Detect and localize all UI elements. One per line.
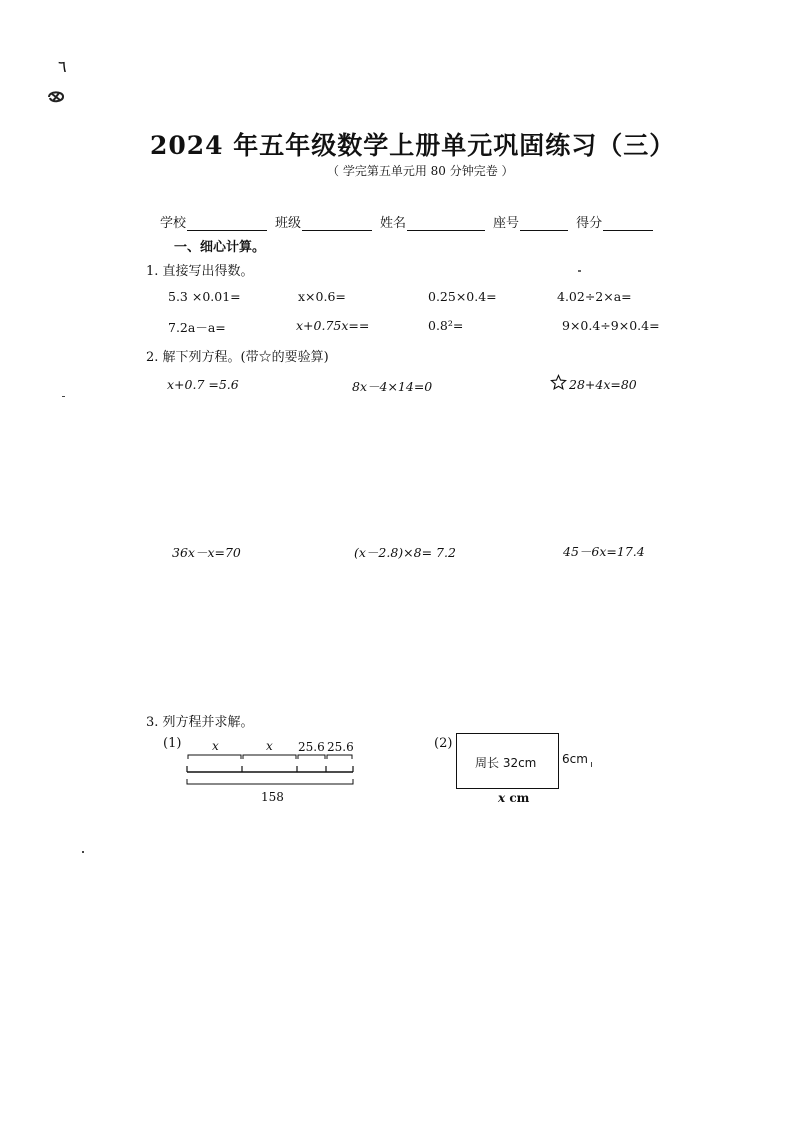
seat-field[interactable]: [493, 212, 568, 231]
width-unit: cm: [509, 791, 530, 805]
q1-item: 9×0.4÷9×0.4=: [562, 318, 660, 333]
q1-item: 4.02÷2×a=: [557, 289, 632, 304]
name-label: 姓名: [380, 216, 407, 231]
school-field[interactable]: [160, 212, 267, 231]
perimeter-label: 周长 32cm: [475, 756, 537, 770]
name-blank[interactable]: [407, 216, 485, 231]
dot-mark: [591, 762, 592, 767]
segment-label: x: [212, 739, 219, 753]
total-label: 158: [261, 790, 284, 804]
equation-item: 28+4x=80: [569, 377, 637, 392]
segment-label: 25.6: [298, 740, 325, 754]
class-field[interactable]: [275, 212, 372, 231]
q1-item: 0.8²=: [428, 318, 464, 333]
score-field[interactable]: [576, 212, 653, 231]
question-1-label: 1. 直接写出得数。: [146, 264, 254, 279]
width-label: [498, 791, 529, 805]
height-label: 6cm: [562, 752, 588, 766]
q1-item: 7.2a－a=: [168, 320, 226, 335]
student-info-row: [160, 212, 661, 231]
dot-mark: [62, 396, 65, 397]
scribble-mark: [47, 89, 65, 103]
school-blank[interactable]: [187, 216, 267, 231]
seat-blank[interactable]: [520, 216, 568, 231]
seat-label: 座号: [493, 216, 520, 231]
equation-item: x+0.7 =5.6: [167, 377, 239, 392]
class-blank[interactable]: [302, 216, 372, 231]
part-1-number: (1): [163, 736, 182, 751]
school-label: 学校: [160, 216, 187, 231]
dot-mark: [82, 851, 84, 853]
class-label: 班级: [275, 216, 302, 231]
star-icon: [550, 374, 567, 391]
q1-item: x×0.6=: [298, 289, 346, 304]
width-variable: x: [498, 791, 506, 805]
question-2-label: 2. 解下列方程。(带☆的要验算): [146, 350, 329, 365]
equation-item: (x－2.8)×8= 7.2: [354, 545, 456, 560]
q1-item: x+0.75x==: [296, 318, 370, 333]
segment-diagram: [185, 752, 355, 792]
segment-label: 25.6: [327, 740, 354, 754]
dot-mark: [578, 270, 581, 272]
score-blank[interactable]: [603, 216, 653, 231]
score-label: 得分: [576, 216, 603, 231]
equation-item: 45－6x=17.4: [563, 544, 645, 559]
equation-item: 36x－x=70: [172, 545, 241, 560]
name-field[interactable]: [380, 212, 485, 231]
question-3-label: 3. 列方程并求解。: [146, 715, 254, 730]
page-title: 2024 年五年级数学上册单元巩固练习（三）: [150, 131, 676, 160]
q1-item: 5.3 ×0.01=: [168, 289, 241, 304]
equation-item: 8x－4×14=0: [352, 379, 433, 394]
section-heading: 一、细心计算。: [174, 240, 266, 255]
page-subtitle: （ 学完第五单元用 80 分钟完卷 ）: [327, 164, 514, 178]
margin-mark: ٦: [58, 57, 67, 76]
part-2-number: (2): [434, 736, 453, 751]
q1-item: 0.25×0.4=: [428, 289, 497, 304]
segment-label: x: [266, 739, 273, 753]
